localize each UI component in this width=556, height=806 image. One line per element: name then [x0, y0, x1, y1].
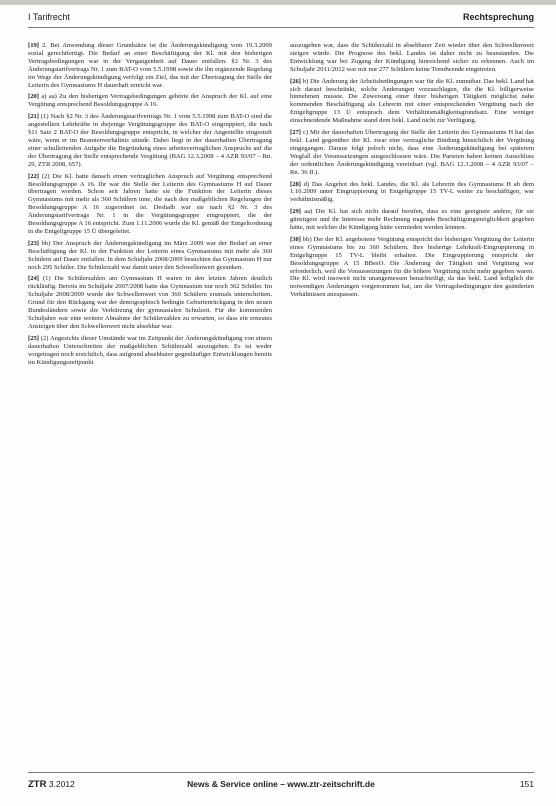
- journal-tagline: News & Service online – www.ztr-zeitschrift.de: [187, 779, 375, 789]
- right-column: [290, 42, 534, 760]
- category-label: Rechtsprechung: [462, 12, 534, 22]
- paragraph-number: [21]: [28, 113, 39, 121]
- paragraph-number: [27]: [290, 129, 301, 137]
- paragraph-number: [30]: [290, 235, 301, 243]
- paragraph-number: [29]: [290, 208, 301, 216]
- paragraph-number: [22]: [28, 172, 39, 180]
- left-column: [28, 42, 272, 760]
- paragraph-text: d) Das Angebot des bekl. Landes, die Kl. als Lehrerin des Gymnasiums H ab dem 1.10.2009 unter Eingruppierung in Entgeltgruppe 15 TV-L weiter zu beschäftigen, war verhältnismäßig.: [290, 180, 534, 204]
- paragraph-number: [24]: [28, 275, 39, 283]
- paragraph-number: [26]: [290, 77, 301, 85]
- section-label: I Tarifrecht: [28, 12, 70, 22]
- paragraph-text: (2) Die Kl. hatte danach einen vertraglichen Anspruch auf Vergütung entsprechend Besoldungsgruppe A 16. Ihr war die Stelle der Leiterin des Gymnasiums H auf Dauer übertragen worden. Schon seit Jahren hatte sie die Funktion der Leiterin dieses Gymnasiums mit mehr als 360 Schülern inne, die nach den maßgeblichen Regelungen der Besoldungsgruppe A 16 zugeordnet ist. Deshalb war sie nach §2 Nr. 3 des Änderungstarifvertrags Nr. 1 in die Vergütungsgruppe eingruppiert, die der Besoldungsgruppe A 16 entspricht. Zum 1.11.2006 wurde die Kl. gemäß der Entgeltordnung in die Entgeltgruppe 15 Ü übergeleitet.: [28, 172, 272, 235]
- paragraph: [290, 42, 534, 74]
- paragraph: [28, 42, 272, 89]
- running-footer: [28, 779, 534, 793]
- paragraph-number: [19]: [28, 42, 39, 49]
- footer-rule: [28, 772, 534, 773]
- issue-number: 3.2012: [48, 779, 75, 789]
- paragraph-number: [28]: [290, 180, 301, 188]
- paragraph: [28, 113, 272, 168]
- paragraph-text: c) Mit der dauerhaften Übertragung der Stelle der Leiterin des Gymnasiums H hat das bekl. Land gegenüber der Kl. zwar eine vertragliche Bindung hinsichtlich der Vergütung eingegangen. Daraus folgt jedoch nicht, dass eine Änderungskündigung bei späterem Wegfall der Voraussetzungen ausgeschlossen wäre. Die Parteien haben keinen Ausschluss der ordentlichen Änderungskündigung vereinbart (vgl. BAG 12.3.2008 – 4 AZR 93/07 – Rn. 36 ff.).: [290, 129, 534, 176]
- article-body: [28, 42, 534, 760]
- paragraph-number: [25]: [28, 334, 39, 342]
- running-header: [28, 10, 534, 26]
- paragraph-text: bb) Der Anspruch der Änderungskündigung im März 2009 war der Bedarf an einer Beschäftigung der Kl. in der Funktion der Leiterin eines Gymnasiums mit mehr als 360 Schülern auf Dauer entfallen. In dem Schuljahr 2008/2009 besuchten das Gymnasium H nur noch 295 Schüler. Die Schülerzahl war damit unter den Schwellenwert gesunken.: [28, 239, 272, 271]
- paragraph: [290, 181, 534, 205]
- paragraph-text: (1) Die Schülerzahlen am Gymnasium H waren in den letzten Jahren deutlich rückläufig. Bereits im Schuljahr 2007/2008 hatte das Gymnasium nur noch 362 Schüler. Im Schuljahr 2008/2009 wurde der Schwellenwert von 360 Schülern erstmals unterschritten. Grund für den Rückgang war der demographisch bedingte Geburtenrückgang in den neuen Bundesländern sowie die Verkürzung der gymnasialen Schulzeit. Für die kommenden Schuljahre war eine weitere Abnahme der Schülerzahlen zu erwarten, so dass ein erneutes Ansteigen über den Schwellenwert nicht absehbar war.: [28, 275, 272, 330]
- paragraph-text: a) aa) Zu den bisherigen Vertragsbedingungen gehörte der Anspruch der Kl. auf eine Vergütung entsprechend Besoldungsgruppe A 16.: [28, 93, 272, 109]
- header-rule: [28, 27, 534, 28]
- paragraph: [28, 240, 272, 272]
- paragraph-text: aa) Die Kl. hat sich nicht darauf berufen, dass es eine geeignete andere, für sie günstigere und ihr Interesse mehr Rechnung tragende Beschäftigungsmöglichkeit gegeben hätte, mit welcher die Kündigung hätte vermieden werden können.: [290, 208, 534, 232]
- paragraph: [28, 173, 272, 236]
- paragraph-number: [23]: [28, 239, 39, 247]
- paragraph: [28, 335, 272, 367]
- paragraph: [28, 93, 272, 109]
- paragraph-text: b) Die Änderung der Arbeitsbedingungen war für die Kl. zumutbar. Das bekl. Land hat sich darauf beschränkt, solche Änderungen vorzuschlagen, die die Kl. billigerweise hinnehmen musste. Die Zuweisung einer ihrer bisherigen Tätigkeit möglichst nahe kommenden Beschäftigung als Lehrerin mit einer entsprechenden Vergütung nach der Entgeltgruppe 13 Ü entsprach dem Verhältnismäßigkeitsgrundsatz. Eine weniger einschneidende Maßnahme stand dem bekl. Land nicht zur Verfügung.: [290, 77, 534, 125]
- paragraph-text: (2) Angesichts dieser Umstände war im Zeitpunkt der Änderungskündigung von einem dauerhaften Unterschreiten der maßgeblichen Schülerzahl auszugehen. Es ist weder vorgetragen noch ersichtlich, dass aufgrund absehbarer gegenläufiger Entwicklungen bereits im Kündigungszeitpunkt: [28, 334, 272, 366]
- paragraph-text: bb) Der der Kl. angebotene Vergütung entspricht der bisherigen Vergütung der Leiterin eines Gymnasiums bis zu 360 Schülern. Ihre bisherige Lehrkraft-Eingruppierung in Entgeltgruppe 15 TV-L bleibt erhalten. Die Eingruppierung entspricht der Besoldungsgruppe A 15 BBesO. Die Änderung der Tätigkeit und Vergütung war erforderlich, weil die Voraussetzungen für die höhere Vergütung nicht mehr gegeben waren. Die Kl. wird insoweit nicht unangemessen benachteiligt, da das bekl. Land lediglich die notwendigen Änderungen vorgenommen hat, um die Vertragsbedingungen den geänderten Verhältnissen anzupassen.: [290, 235, 534, 299]
- paragraph-text: 2. Bei Anwendung dieser Grundsätze ist die Änderungskündigung vom 19.3.2009 sozial gerechtfertigt. Die Bedarf an einer Beschäftigung der Kl. mit den bisherigen Vertragsbedingungen war in der Vergangenheit auf Dauer entfallen. §2 Nr. 3 des Änderungstarifvertrags Nr. 1 zum BAT-O vom 5.5.1998 sowie die ihn ergänzende Regelung im Wege der Änderungskündigung verfolgt ein Ziel, das mit der Übertragung der Stelle der Leiterin des Gymnasiums H dauerhaft erreicht war.: [28, 42, 272, 89]
- paragraph: [290, 208, 534, 232]
- paragraph-number: [20]: [28, 93, 39, 101]
- paragraph-text: auszugehen war, dass die Schülerzahl in absehbarer Zeit wieder über den Schwellenwert steigen würde. Die Prognose des bekl. Landes ist daher nicht zu beanstanden. Die Entwicklung war bei Zugang der Kündigung hinreichend sicher zu erkennen. Auch im Schuljahr 2011/2012 war mit nur 277 Schülern keine Trendwende eingetreten.: [290, 42, 534, 73]
- paragraph: [290, 78, 534, 125]
- header-bar: [0, 0, 556, 5]
- paragraph: [28, 275, 272, 330]
- paragraph-text: (1) Nach §2 Nr. 3 des Änderungstarifvertrags Nr. 1 vom 5.5.1998 zum BAT-O sind die angestellten Lehrkräfte in diejenige Vergütungsgruppe des BAT-O eingruppiert, die nach §11 Satz 2 BAT-O der Besoldungsgruppe entspricht, in welcher der Angestellte eingestuft wäre, wenn er im Beamtenverhältnis stünde. Dabei liegt in der dauerhaften Übertragung einer schulleitenden Aufgabe die Begründung eines arbeitsvertraglichen Anspruchs auf die der Übertragung der Stelle entsprechende Vergütung (BAG 12.3.2008 – 4 AZR 93/07 – Rn. 29, ZTR 2008, 657).: [28, 113, 272, 168]
- journal-name: ZTR: [28, 779, 47, 790]
- paragraph: [290, 236, 534, 299]
- paragraph: [290, 129, 534, 176]
- page-number: 151: [519, 779, 534, 789]
